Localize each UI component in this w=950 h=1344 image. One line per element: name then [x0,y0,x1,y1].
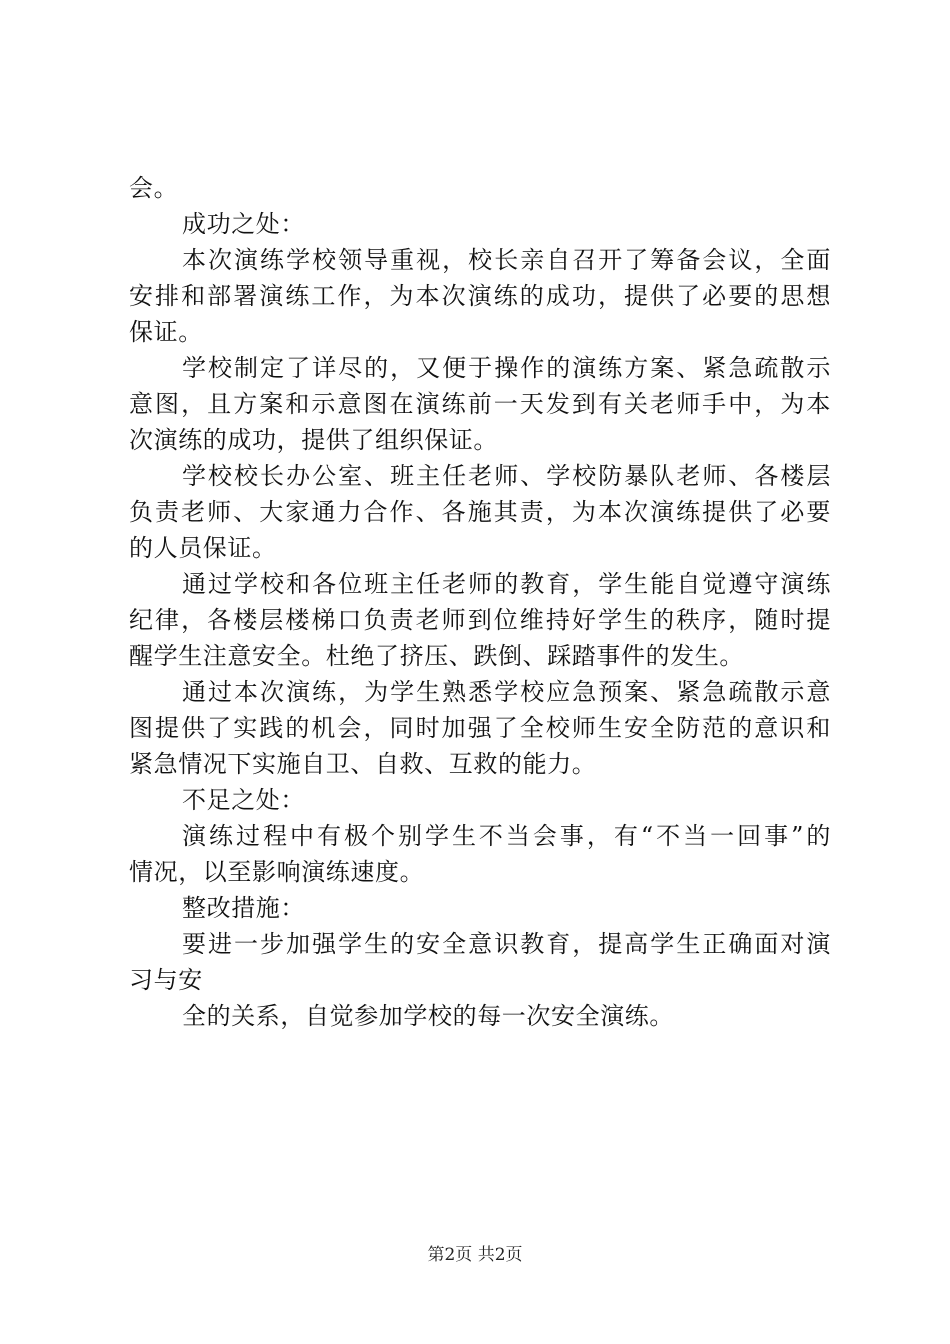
text-line: 醒学生注意安全。杜绝了挤压、跌倒、踩踏事件的发生。 [129,642,744,670]
text-line: 整改措施： [182,894,305,922]
text-line: 纪律，各楼层楼梯口负责老师到位维持好学生的秩序，随时提 [129,606,831,634]
text-line: 学校校长办公室、班主任老师、学校防暴队老师、各楼层 [182,462,831,490]
page-footer [0,1243,950,1267]
text-line: 成功之处： [182,210,305,238]
text-line: 本次演练学校领导重视，校长亲自召开了筹备会议，全面 [182,246,831,274]
text-line: 通过本次演练，为学生熟悉学校应急预案、紧急疏散示意 [182,678,831,706]
document-body [129,170,831,1034]
text-line: 图提供了实践的机会，同时加强了全校师生安全防范的意识和 [129,714,831,742]
text-line: 保证。 [129,318,203,346]
text-line: 要进一步加强学生的安全意识教育，提高学生正确面对演 [182,930,831,958]
text-line: 会。 [129,174,179,202]
text-line: 的人员保证。 [129,534,277,562]
text-line: 通过学校和各位班主任老师的教育，学生能自觉遵守演练 [182,570,831,598]
text-line: 演练过程中有极个别学生不当会事，有“不当一回事”的 [182,822,831,850]
text-line: 意图，且方案和示意图在演练前一天发到有关老师手中，为本 [129,390,831,418]
text-line: 安排和部署演练工作，为本次演练的成功，提供了必要的思想 [129,282,831,310]
text-line: 情况，以至影响演练速度。 [129,858,425,886]
text-line: 次演练的成功，提供了组织保证。 [129,426,498,454]
page-number-label: 第2页 共2页 [427,1245,523,1265]
text-line: 习与安 [129,966,203,994]
text-line: 学校制定了详尽的，又便于操作的演练方案、紧急疏散示 [182,354,831,382]
text-line: 紧急情况下实施自卫、自救、互救的能力。 [129,750,597,778]
text-line: 全的关系，自觉参加学校的每一次安全演练。 [182,1002,674,1030]
text-line: 不足之处： [182,786,305,814]
text-line: 负责老师、大家通力合作、各施其责，为本次演练提供了必要 [129,498,831,526]
